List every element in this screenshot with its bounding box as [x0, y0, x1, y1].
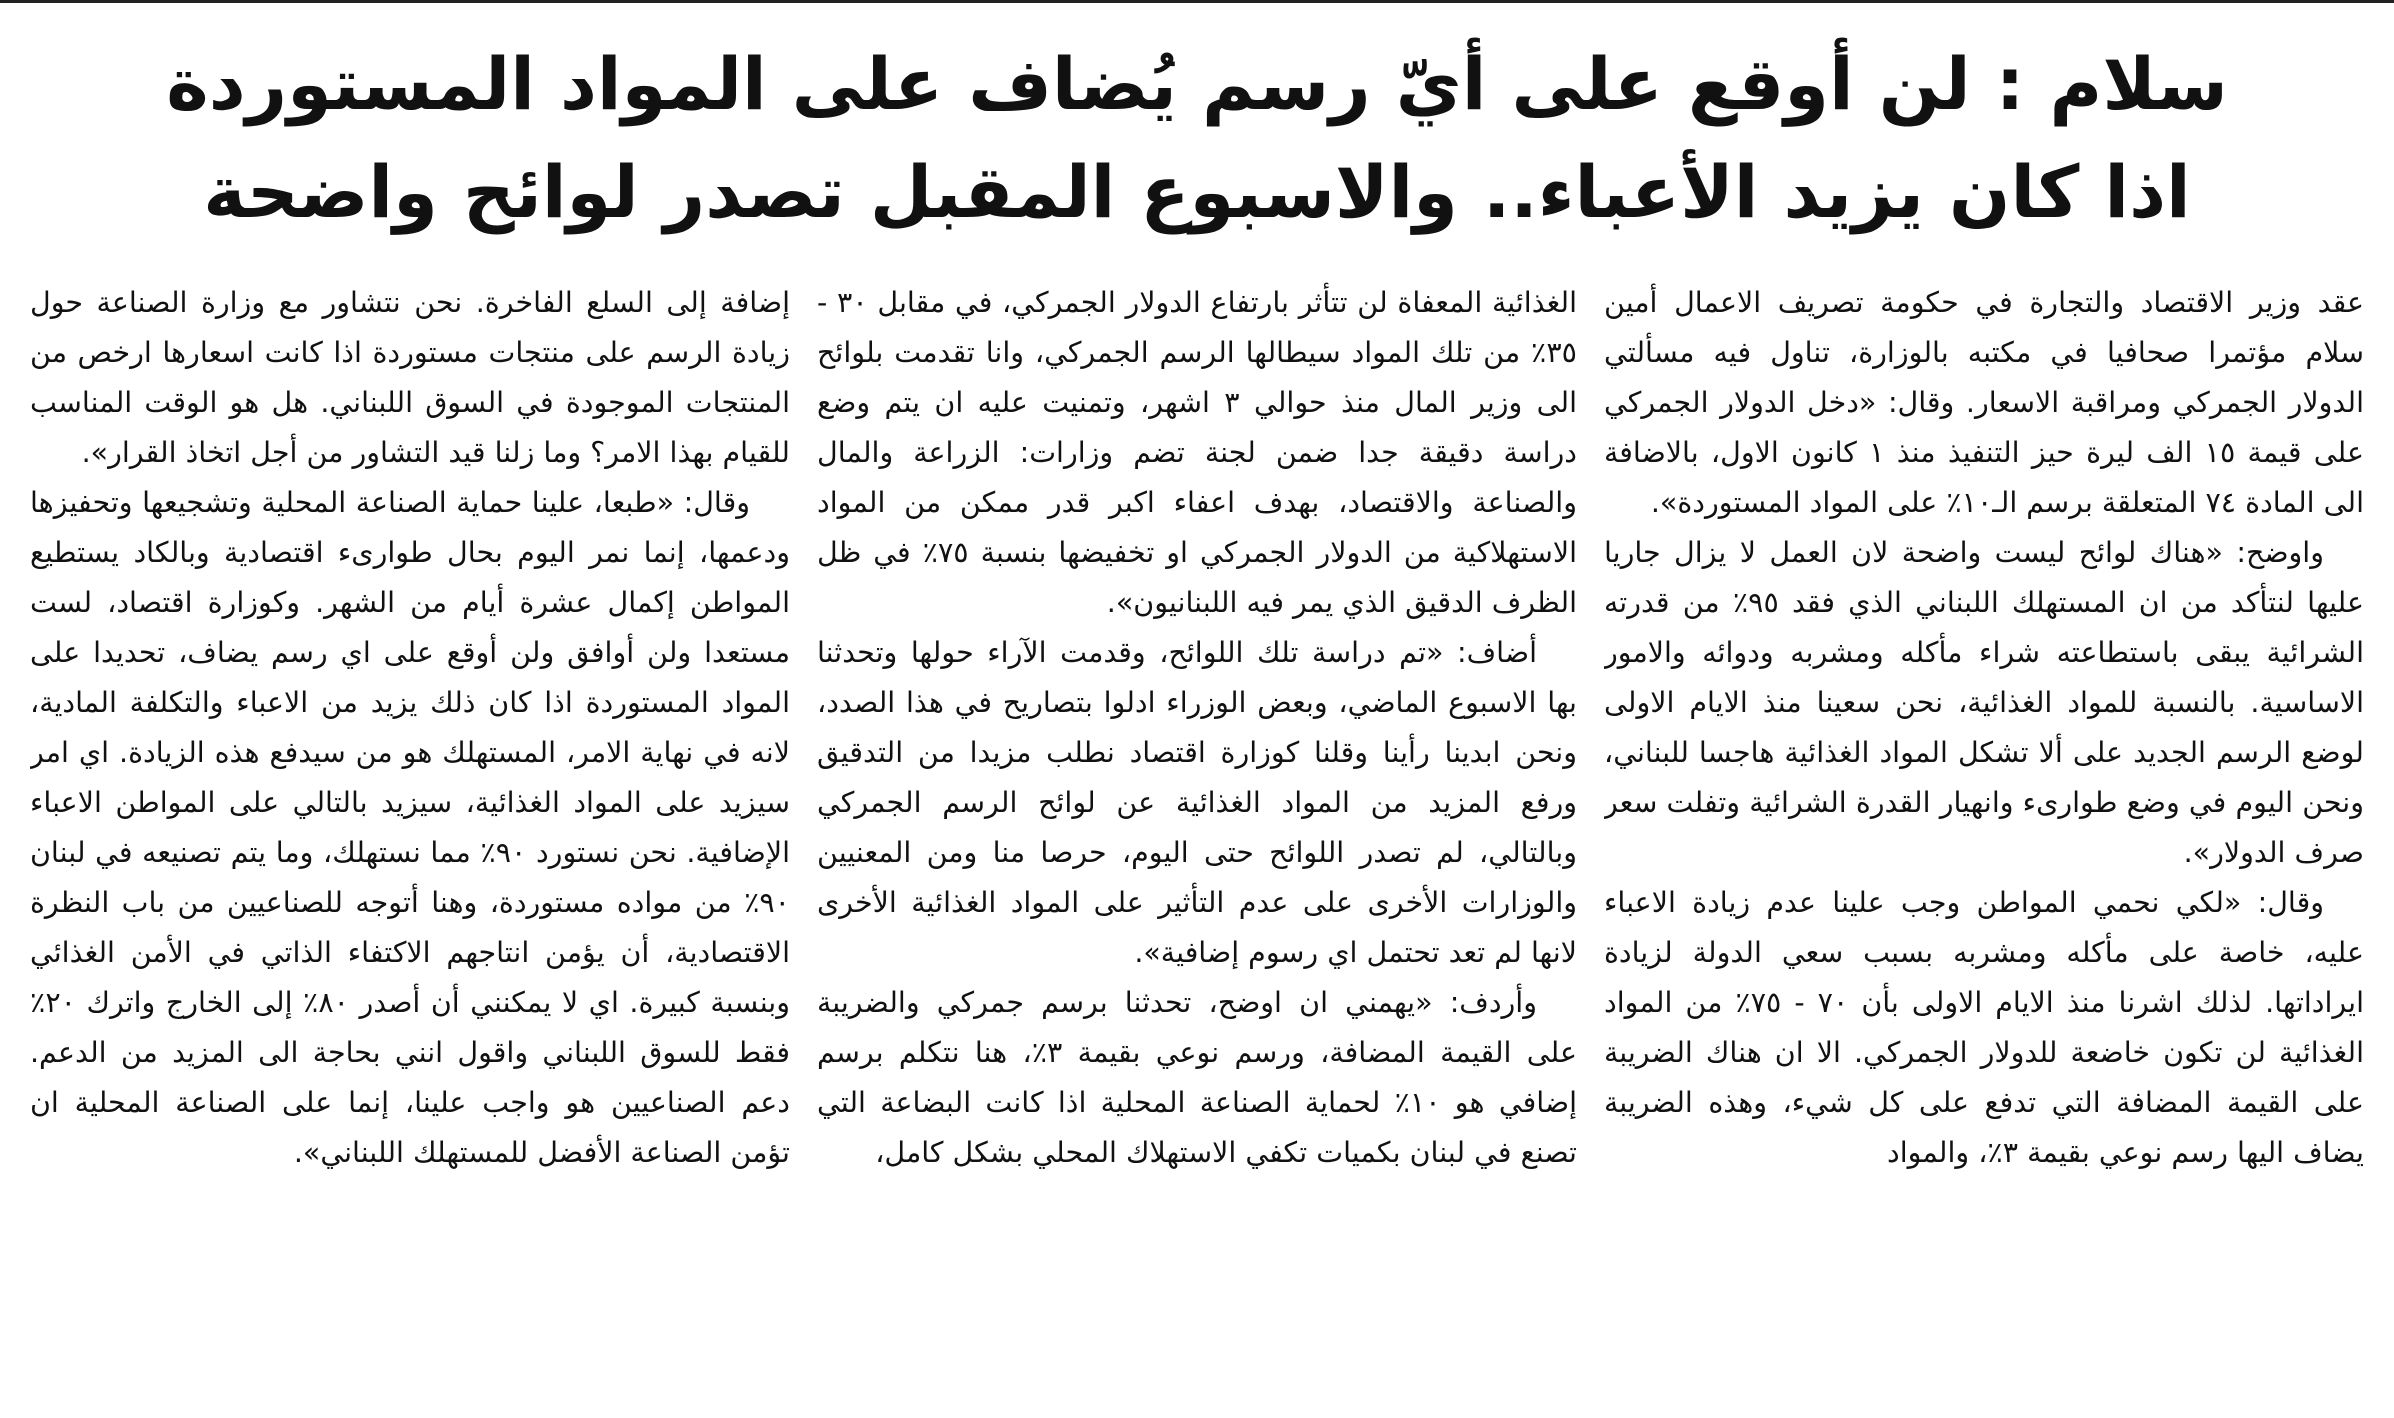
- article-body: [30, 278, 2364, 1408]
- column-2-paragraph: أضاف: «تم دراسة تلك اللوائح، وقدمت الآراء حولها وتحدثنا بها الاسبوع الماضي، وبعض الوزراء ادلوا بتصاريح في هذا الصدد، ونحن ابدينا رأينا وقلنا كوزارة اقتصاد نطلب مزيدا من التدقيق ورفع المزيد من المواد الغذائية عن لوائح الرسم الجمركي وبالتالي، لم تصدر اللوائح حتى اليوم، حرصا منا ومن المعنيين والوزارات الأخرى على عدم التأثير على المواد الغذائية الأخرى لانها لم تعد تحتمل اي رسوم إضافية».: [817, 636, 1577, 969]
- column-3-paragraph: إضافة إلى السلع الفاخرة. نحن نتشاور مع وزارة الصناعة حول زيادة الرسم على منتجات مستوردة اذا كانت اسعارها ارخص من المنتجات الموجودة في السوق اللبناني. هل هو الوقت المناسب للقيام بهذا الامر؟ وما زلنا قيد التشاور من أجل اتخاذ القرار».: [30, 286, 790, 469]
- column-1-paragraph: عقد وزير الاقتصاد والتجارة في حكومة تصريف الاعمال أمين سلام مؤتمرا صحافيا في مكتبه بالوزارة، تناول فيه مسألتي الدولار الجمركي ومراقبة الاسعار. وقال: «دخل الدولار الجمركي على قيمة ١٥ الف ليرة حيز التنفيذ منذ ١ كانون الاول، بالاضافة الى المادة ٧٤ المتعلقة برسم الـ١٠٪ على المواد المستوردة».: [1604, 286, 2364, 519]
- column-1-paragraph: واوضح: «هناك لوائح ليست واضحة لان العمل لا يزال جاريا عليها لنتأكد من ان المستهلك اللبناني الذي فقد ٩٥٪ من قدرته الشرائية يبقى باستطاعته شراء مأكله ومشربه ودوائه والامور الاساسية. بالنسبة للمواد الغذائية، نحن سعينا منذ الايام الاولى لوضع الرسم الجديد على ألا تشكل المواد الغذائية هاجسا للبناني، ونحن اليوم في وضع طوارىء وانهيار القدرة الشرائية وتفلت سعر صرف الدولار».: [1604, 536, 2364, 869]
- column-1-paragraph: وقال: «لكي نحمي المواطن وجب علينا عدم زيادة الاعباء عليه، خاصة على مأكله ومشربه بسبب سعي الدولة لزيادة ايراداتها. لذلك اشرنا منذ الايام الاولى بأن ٧٠ - ٧٥٪ من المواد الغذائية لن تكون خاضعة للدولار الجمركي. الا ان هناك الضريبة على القيمة المضافة التي تدفع على كل شيء، وهذه الضريبة يضاف اليها رسم نوعي بقيمة ٣٪، والمواد: [1604, 886, 2364, 1169]
- column-2-paragraph: وأردف: «يهمني ان اوضح، تحدثنا برسم جمركي والضريبة على القيمة المضافة، ورسم نوعي بقيمة ٣٪، هنا نتكلم برسم إضافي هو ١٠٪ لحماية الصناعة المحلية اذا كانت البضاعة التي تصنع في لبنان بكميات تكفي الاستهلاك المحلي بشكل كامل،: [817, 986, 1577, 1169]
- headline-line-2: اذا كان يزيد الأعباء.. والاسبوع المقبل تصدر لوائح واضحة: [203, 150, 2191, 234]
- article-column-1: [1604, 278, 2364, 1398]
- article-headline: [30, 30, 2364, 246]
- headline-line-1: سلام : لن أوقع على أيّ رسم يُضاف على المواد المستوردة: [166, 42, 2228, 126]
- column-2-paragraph: الغذائية المعفاة لن تتأثر بارتفاع الدولار الجمركي، في مقابل ٣٠ - ٣٥٪ من تلك المواد سيطالها الرسم الجمركي، وانا تقدمت بلوائح الى وزير المال منذ حوالي ٣ اشهر، وتمنيت عليه ان يتم وضع دراسة دقيقة جدا ضمن لجنة تضم وزارات: الزراعة والمال والصناعة والاقتصاد، بهدف اعفاء اكبر قدر ممكن من المواد الاستهلاكية من الدولار الجمركي او تخفيضها بنسبة ٧٥٪ في ظل الظرف الدقيق الذي يمر فيه اللبنانيون».: [817, 286, 1577, 619]
- column-3-paragraph: وقال: «طبعا، علينا حماية الصناعة المحلية وتشجيعها وتحفيزها ودعمها، إنما نمر اليوم بحال طوارىء اقتصادية وبالكاد يستطيع المواطن إكمال عشرة أيام من الشهر. وكوزارة اقتصاد، لست مستعدا ولن أوافق ولن أوقع على اي رسم يضاف، تحديدا على المواد المستوردة اذا كان ذلك يزيد من الاعباء والتكلفة المادية، لانه في نهاية الامر، المستهلك هو من سيدفع هذه الزيادة. اي امر سيزيد على المواد الغذائية، سيزيد بالتالي على المواطن الاعباء الإضافية. نحن نستورد ٩٠٪ مما نستهلك، وما يتم تصنيعه في لبنان ٩٠٪ من مواده مستوردة، وهنا أتوجه للصناعيين من باب النظرة الاقتصادية، أن يؤمن انتاجهم الاكتفاء الذاتي في الأمن الغذائي وبنسبة كبيرة. اي لا يمكنني أن أصدر ٨٠٪ إلى الخارج واترك ٢٠٪ فقط للسوق اللبناني واقول انني بحاجة الى المزيد من الدعم. دعم الصناعيين هو واجب علينا، إنما على الصناعة المحلية ان تؤمن الصناعة الأفضل للمستهلك اللبناني».: [30, 486, 790, 1169]
- article-column-2: [817, 278, 1577, 1398]
- top-rule: [0, 0, 2394, 3]
- article-column-3: [30, 278, 790, 1398]
